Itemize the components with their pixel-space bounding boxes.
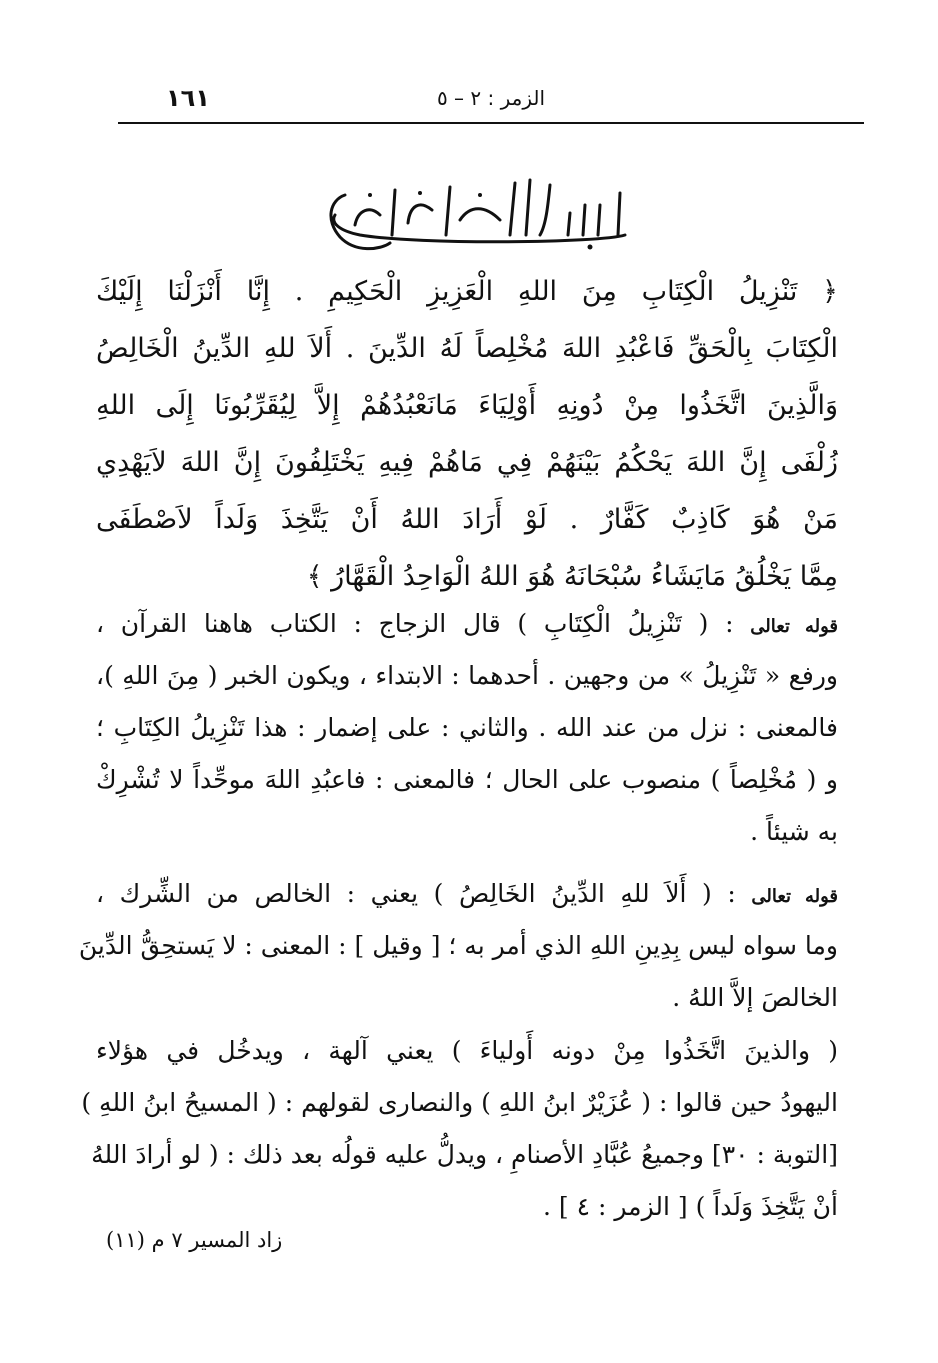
commentary-line: قوله تعالى : ( تَنْزِيلُ الْكِتَابِ ) قال الزجاج : الكتاب هاهنا القرآن ،: [96, 609, 838, 638]
page-header: [118, 76, 864, 124]
commentary-1: [96, 598, 838, 858]
footer-signature: زاد المسير ٧ م (١١): [106, 1228, 283, 1252]
verse-line: الْكِتَابَ بِالْحَقِّ فَاعْبُدِ اللهَ مُخْلِصاً لَهُ الدِّينَ . أَلاَ للهِ الدِّينُ الْخَالِصُ: [96, 333, 838, 364]
commentary-line: ورفع « تَنْزِيلُ » من وجهين . أحدهما : الابتداء ، ويكون الخبر ( مِنَ اللهِ )،: [96, 661, 838, 690]
commentary-line: ( والذينَ اتَّخَذُوا مِنْ دونه أَولياءَ ) يعني آلهة ، ويدخُل في هؤلاء: [96, 1036, 838, 1065]
commentary-line: اليهودُ حين قالوا : ( عُزَيْرٌ ابنُ اللهِ ) والنصارى لقولهم : ( المسيحُ ابنُ اللهِ ): [81, 1088, 838, 1117]
verse-line: مِمَّا يَخْلُقُ مَايَشَاءُ سُبْحَانَهُ هُوَ اللهُ الْوَاحِدُ الْقَهَّارُ ﴾: [306, 561, 838, 592]
commentary-line: [التوبة : ٣٠] وجميعُ عُبَّادِ الأصنامِ ، ويدلُّ عليه قولُه بعد ذلك : ( لو أرادَ اللهُ: [91, 1140, 838, 1169]
commentary-line: به شيئاً .: [750, 817, 838, 846]
running-head: الزمر : ٢ – ٥: [436, 86, 546, 110]
page-number: ١٦١: [166, 84, 210, 112]
commentary-line: فالمعنى : نزل من عند الله . والثاني : على إضمار : هذا تَنْزِيلُ الكِتَابِ ؛: [96, 713, 838, 742]
commentary-3: [81, 1025, 838, 1233]
verse-line: مَنْ هُوَ كَاذِبٌ كَفَّارٌ . لَوْ أَرَادَ اللهُ أَنْ يَتَّخِذَ وَلَداً لاَصْطَفَى: [96, 504, 838, 535]
commentary-line: قوله تعالى : ( أَلاَ للهِ الدِّينُ الخَالِصُ ) يعني : الخالص من الشِّرك ،: [96, 879, 838, 908]
commentary-lead: قوله تعالى: [750, 616, 838, 637]
commentary-line: الخالصَ إلاَّ اللهُ .: [672, 983, 838, 1012]
commentary-line: وما سواه ليس بِدِينِ اللهِ الذي أمر به ؛ [ وقيل ] : المعنى : لا يَستحِقُّ الدِّينَ: [78, 931, 838, 960]
verse-line: ﴿ تَنْزِيلُ الْكِتَابِ مِنَ اللهِ الْعَزِيزِ الْحَكِيمِ . إِنَّا أَنْزَلْنَا إِلَيْكَ: [96, 276, 838, 307]
verse-line: وَالَّذِينَ اتَّخَذُوا مِنْ دُونِهِ أَوْلِيَاءَ مَانَعْبُدُهُمْ إِلاَّ لِيُقَرِّبُونَا إِلَى اللهِ: [96, 390, 838, 421]
commentary-2: [78, 868, 838, 1024]
commentary-line: و ( مُخْلِصاً ) منصوب على الحال ؛ فالمعنى : فاعبُدِ اللهَ موحِّداً لا تُشْرِكْ: [96, 765, 838, 794]
verse-line: زُلْفَى إِنَّ اللهَ يَحْكُمُ بَيْنَهُمْ فِي مَاهُمْ فِيهِ يَخْتَلِفُونَ إِنَّ اللهَ لاَيَهْدِي: [96, 447, 838, 478]
commentary-lead: قوله تعالى: [751, 886, 838, 907]
commentary-line: أنْ يَتَّخِذَ وَلَداً ) [ الزمر : ٤ ] .: [543, 1192, 838, 1221]
basmala-icon: [300, 165, 640, 255]
quran-verses: [96, 263, 838, 605]
basmala-calligraphy: [300, 165, 640, 255]
